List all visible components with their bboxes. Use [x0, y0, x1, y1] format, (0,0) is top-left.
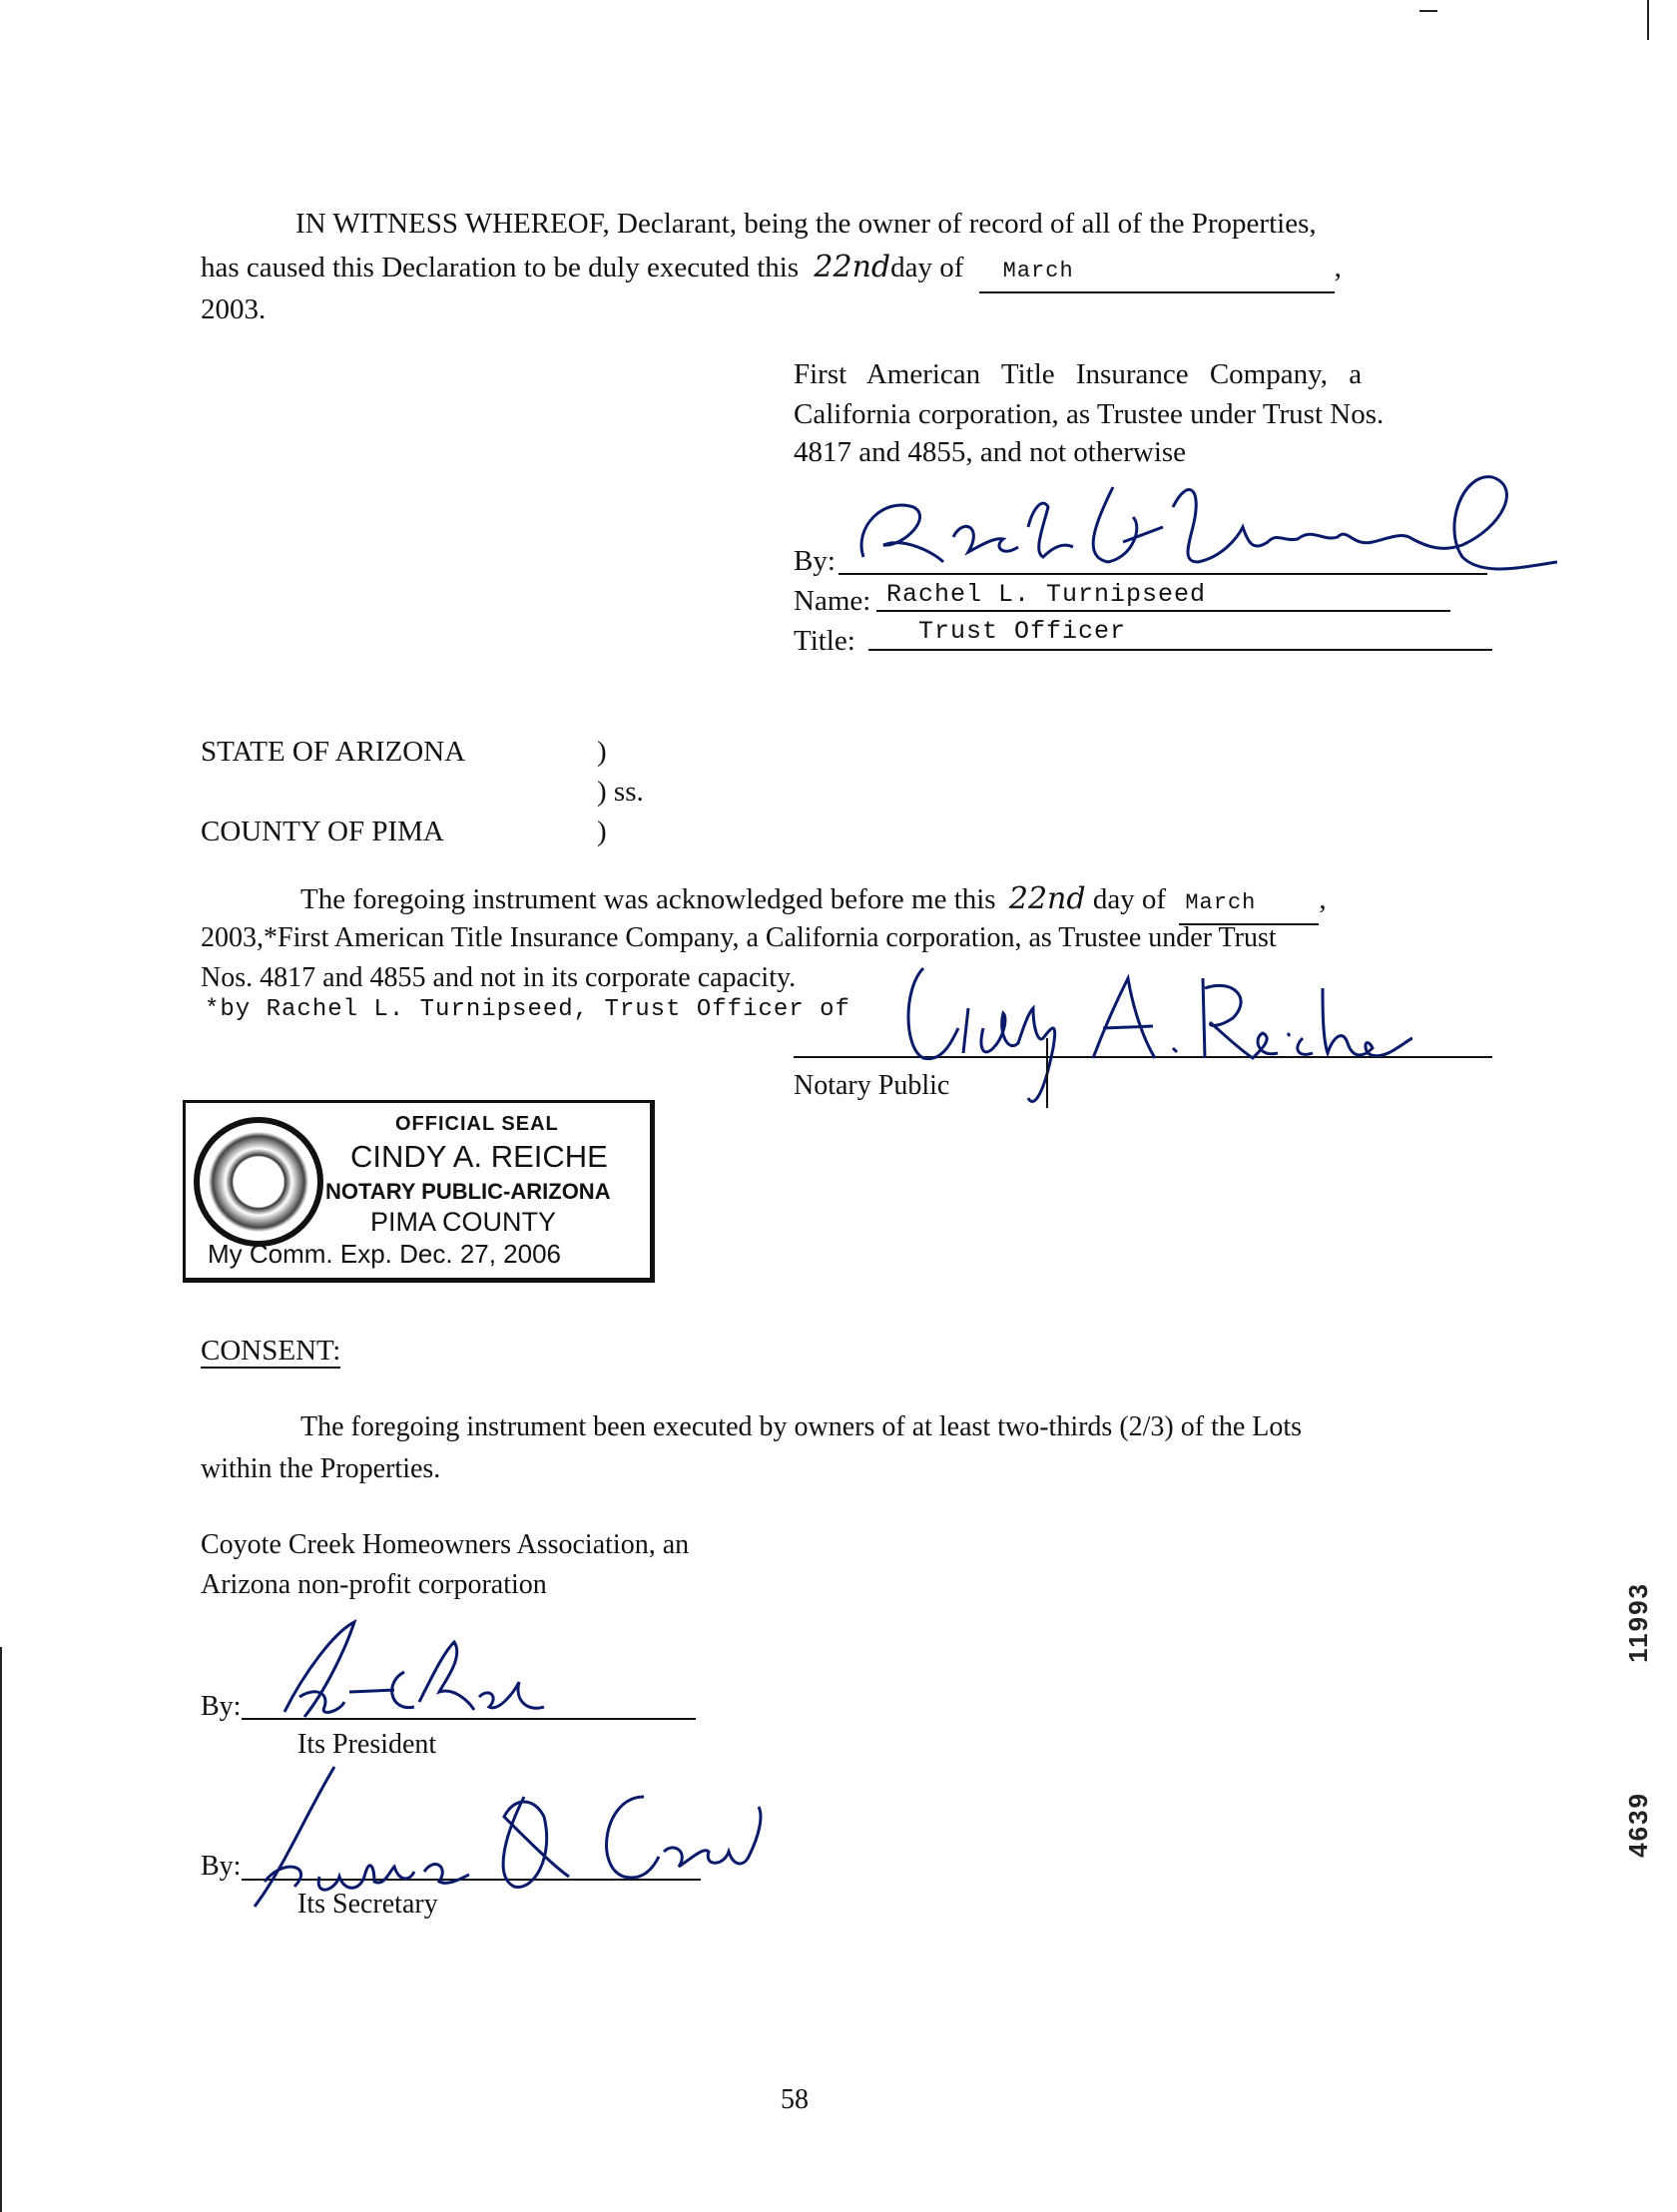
venue-paren-1: ) [597, 736, 607, 768]
ack-month-value: March [1185, 890, 1257, 915]
notary-signature-stroke [1046, 1038, 1048, 1108]
witness-line-3: 2003. [201, 293, 267, 325]
trustee-title-label: Title: [794, 625, 855, 657]
consent-by-2: By: [201, 1851, 242, 1882]
witness-line-1: IN WITNESS WHEREOF, Declarant, being the owner of record of all of the Properties, [295, 208, 1317, 240]
trustee-signature [843, 467, 1562, 587]
venue-ss: ) ss. [597, 776, 644, 808]
witness-line-2: has caused this Declaration to be duly executed this 22ndday of March , [201, 248, 1342, 293]
seal-line-5: My Comm. Exp. Dec. 27, 2006 [208, 1239, 562, 1269]
trustee-by-label: By: [794, 545, 836, 577]
venue-paren-3: ) [597, 816, 607, 847]
witness-day-handwritten: 22nd [814, 250, 891, 284]
right-scan-mark [1647, 0, 1649, 40]
ack-line-1: The foregoing instrument was acknowledged before me this 22nd day of March , [300, 879, 1327, 925]
notary-signature [893, 948, 1412, 1118]
ack-line-1-text: The foregoing instrument was acknowledged before me this [300, 883, 996, 915]
consent-org-1: Coyote Creek Homeowners Association, an [201, 1529, 690, 1560]
trustee-title-field [868, 617, 1492, 651]
ack-day-handwritten: 22nd [1008, 881, 1086, 916]
ack-line-3: Nos. 4817 and 4855 and not in its corporate capacity. [201, 962, 797, 993]
side-stamp-upper: 11993 [1623, 1582, 1653, 1663]
consent-org-2: Arizona non-profit corporation [201, 1569, 547, 1600]
trustee-name-value: Rachel L. Turnipseed [886, 580, 1207, 609]
witness-day-of: day of [890, 252, 964, 283]
official-seal-stamp [183, 1100, 655, 1283]
arizona-state-seal-icon [194, 1117, 323, 1247]
seal-line-1: OFFICIAL SEAL [395, 1113, 559, 1135]
consent-heading-text: CONSENT: [201, 1335, 341, 1367]
witness-month-field [979, 248, 1335, 293]
seal-line-2: CINDY A. REICHE [350, 1139, 608, 1174]
witness-month-value: March [1002, 259, 1074, 283]
trustee-line-1: First American Title Insurance Company, a [794, 358, 1363, 390]
consent-role-2: Its Secretary [297, 1889, 438, 1920]
left-scan-edge [0, 1647, 2, 2212]
ack-day-of: day of [1092, 883, 1167, 915]
page-number: 58 [781, 2084, 809, 2115]
trustee-title-value: Trust Officer [918, 617, 1127, 646]
trustee-name-label: Name: [794, 585, 871, 617]
consent-heading [201, 1331, 340, 1371]
top-scan-mark [1419, 10, 1437, 12]
venue-county: COUNTY OF PIMA [201, 816, 444, 847]
consent-para-1: The foregoing instrument been executed by owners of at least two-thirds (2/3) of the Lots [300, 1411, 1303, 1442]
seal-line-3: NOTARY PUBLIC-ARIZONA [325, 1179, 611, 1204]
ack-line-4: *by Rachel L. Turnipseed, Trust Officer of [205, 996, 850, 1023]
seal-line-4: PIMA COUNTY [370, 1207, 557, 1237]
trustee-line-2: California corporation, as Trustee under Trust Nos. [794, 398, 1385, 430]
trustee-name-field [876, 580, 1450, 612]
consent-para-2: within the Properties. [201, 1453, 441, 1484]
trustee-line-3: 4817 and 4855, and not otherwise [794, 436, 1187, 468]
witness-line-2-text: has caused this Declaration to be duly executed this [201, 252, 800, 283]
venue-state: STATE OF ARIZONA [201, 736, 466, 768]
ack-line-2: 2003,*First American Title Insurance Company, a California corporation, as Trustee under Trust [201, 922, 1277, 953]
notary-label: Notary Public [794, 1070, 950, 1101]
president-signature [245, 1612, 564, 1732]
consent-by-1: By: [201, 1691, 242, 1722]
consent-role-1: Its President [297, 1729, 437, 1760]
side-stamp-lower: 4639 [1623, 1792, 1653, 1858]
